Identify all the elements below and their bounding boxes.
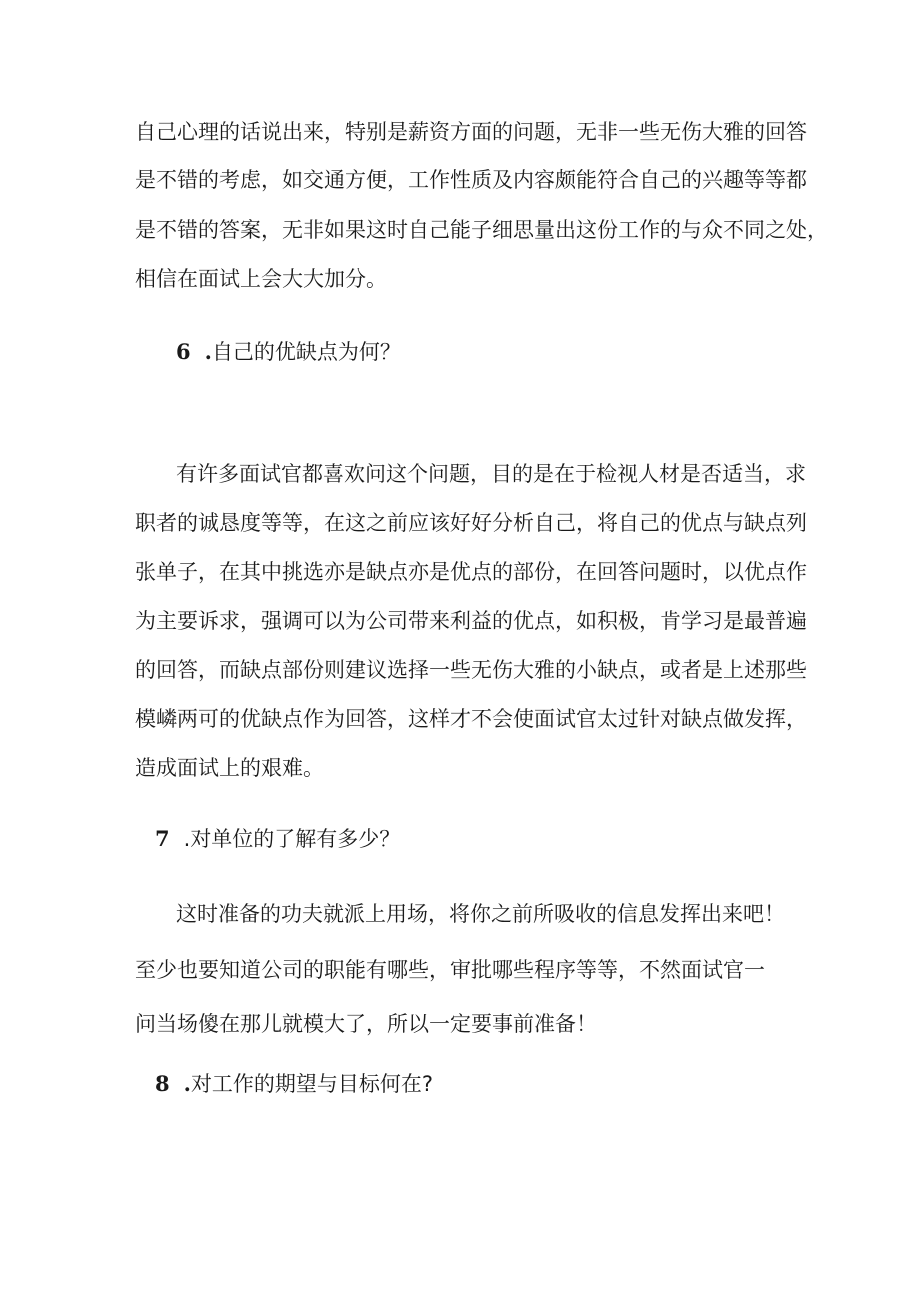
paragraph-line: 的回答，而缺点部份则建议选择一些无伤大雅的小缺点，或者是上述那些 [135, 658, 807, 682]
paragraph-line: 问当场傻在那儿就模大了，所以一定要事前准备！ [135, 1012, 597, 1036]
section-heading-6 [176, 337, 401, 367]
heading-number: 6 [176, 339, 191, 364]
paragraph-line: 自己心理的话说出来，特别是薪资方面的问题，无非一些无伤大雅的回答 [135, 120, 807, 144]
paragraph-line: 造成面试上的艰难。 [135, 756, 324, 780]
paragraph-line: 是不错的答案，无非如果这时自己能子细思量出这份工作的与众不同之处， [135, 218, 828, 242]
heading-text: 对单位的了解有多少？ [190, 827, 401, 851]
heading-dot: . [183, 827, 191, 851]
paragraph-line: 张单子，在其中挑选亦是缺点亦是优点的部份，在回答问题时，以优点作 [135, 560, 807, 584]
paragraph-line: 相信在面试上会大大加分。 [135, 267, 387, 291]
paragraph-line: 至少也要知道公司的职能有哪些，审批哪些程序等等，不然面试官一 [135, 958, 765, 982]
paragraph-line: 职者的诚恳度等等，在这之前应该好好分析自己，将自己的优点与缺点列 [135, 511, 807, 535]
heading-text: 自己的优缺点为何？ [211, 340, 401, 364]
heading-dot: . [204, 339, 212, 364]
paragraph-line: 是不错的考虑，如交通方便，工作性质及内容颇能符合自己的兴趣等等都 [135, 168, 807, 192]
section-heading-8 [155, 1069, 433, 1099]
paragraph-line: 有许多面试官都喜欢问这个问题，目的是在于检视人材是否适当，求 [176, 462, 806, 486]
heading-dot: . [183, 1071, 191, 1096]
section-heading-7 [155, 824, 400, 854]
heading-number: 8 [155, 1071, 170, 1096]
heading-number: 7 [155, 826, 170, 851]
heading-text: 对工作的期望与目标何在? [190, 1072, 434, 1096]
paragraph-line: 为主要诉求，强调可以为公司带来利益的优点，如积极，肯学习是最普遍 [135, 609, 807, 633]
paragraph-line: 模嶙两可的优缺点作为回答，这样才不会使面试官太过针对缺点做发挥， [135, 707, 807, 731]
paragraph-line: 这时准备的功夫就派上用场，将你之前所吸收的信息发挥出来吧！ [176, 902, 785, 926]
